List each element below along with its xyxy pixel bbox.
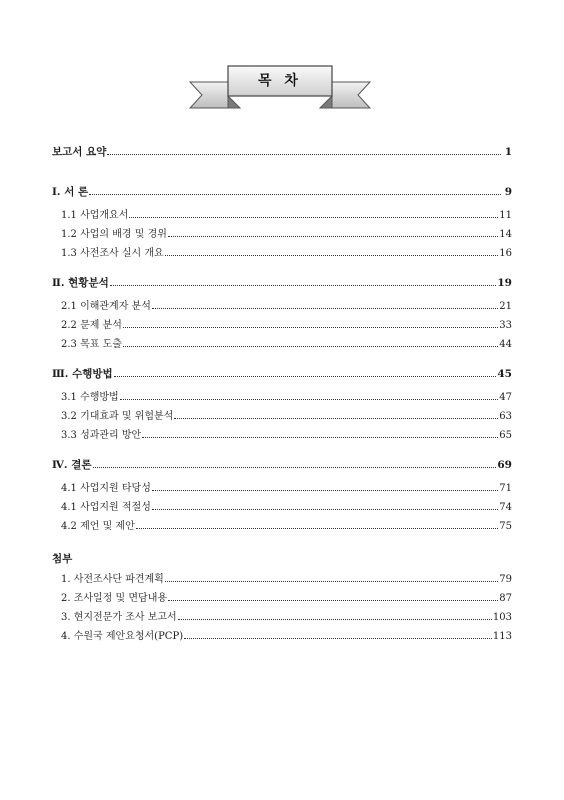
toc-section-page: 9 [504, 186, 512, 198]
toc-item[interactable] [52, 479, 512, 498]
dot-leader [168, 593, 498, 601]
toc-section-page: 45 [497, 368, 512, 380]
toc-item-page: 113 [492, 631, 512, 642]
toc-item-label: 3.1 수행방법 [61, 392, 119, 403]
toc-item-page: 44 [499, 339, 512, 350]
dot-leader [152, 301, 498, 309]
toc-item-page: 63 [499, 411, 512, 422]
toc-item-page: 74 [499, 502, 512, 513]
dot-leader [142, 430, 498, 438]
toc-item-page: 14 [499, 229, 512, 240]
toc-item-page: 75 [499, 521, 512, 532]
toc-item-label: 1.3 사전조사 실시 개요 [61, 248, 164, 259]
toc-item-label: 1.1 사업개요서 [61, 210, 129, 221]
toc-item-label: 4. 수원국 제안요청서(PCP) [61, 631, 184, 642]
toc-section-label: Ⅲ. 수행방법 [52, 368, 113, 380]
toc-section-label: Ⅳ. 결론 [52, 459, 92, 471]
dot-leader [165, 574, 498, 582]
toc-item-page: 71 [499, 483, 512, 494]
toc-section-label: Ⅱ. 현황분석 [52, 277, 109, 289]
dot-leader [178, 612, 492, 620]
toc-section-page: 69 [497, 459, 512, 471]
dot-leader [89, 187, 501, 195]
dot-leader [120, 392, 499, 400]
toc-item[interactable] [52, 407, 512, 426]
toc-item[interactable] [52, 498, 512, 517]
toc-item[interactable] [52, 297, 512, 316]
toc-item-label: 4.1 사업지원 타당성 [61, 483, 151, 494]
toc-section-4[interactable] [52, 457, 512, 479]
toc-appendix-item[interactable] [52, 570, 512, 589]
dot-leader [136, 521, 499, 529]
dot-leader [168, 229, 498, 237]
toc-item-label: 3.3 성과관리 방안 [61, 430, 142, 441]
toc-item-page: 11 [499, 210, 512, 221]
toc-entry-page: 1 [504, 146, 512, 158]
toc-item[interactable] [52, 244, 512, 263]
toc-section-page: 19 [497, 277, 512, 289]
toc-item-page: 65 [499, 430, 512, 441]
toc-section-2[interactable] [52, 275, 512, 297]
toc-item-label: 4.2 제언 및 제안 [61, 521, 135, 532]
toc-item[interactable] [52, 335, 512, 354]
toc-appendix-heading: 첨부 [52, 553, 73, 565]
toc-section-label: Ⅰ. 서 론 [52, 186, 89, 198]
dot-leader [123, 339, 498, 347]
toc-title-banner [180, 62, 380, 118]
toc-item-label: 3.2 기대효과 및 위험분석 [61, 411, 174, 422]
toc-appendix-item[interactable] [52, 589, 512, 608]
table-of-contents [52, 144, 512, 646]
dot-leader [184, 631, 492, 639]
toc-item[interactable] [52, 206, 512, 225]
dot-leader [123, 320, 498, 328]
dot-leader [165, 248, 499, 256]
toc-item-label: 1. 사전조사단 파견계획 [61, 574, 164, 585]
dot-leader [93, 460, 497, 468]
dot-leader [107, 147, 501, 155]
dot-leader [152, 502, 498, 510]
dot-leader [129, 210, 498, 218]
toc-appendix-item[interactable] [52, 608, 512, 627]
toc-section-1[interactable] [52, 184, 512, 206]
toc-item-page: 47 [499, 392, 512, 403]
toc-item-page: 33 [499, 320, 512, 331]
toc-item[interactable] [52, 388, 512, 407]
dot-leader [152, 483, 498, 491]
toc-item-label: 2. 조사일정 및 면담내용 [61, 593, 168, 604]
toc-item[interactable] [52, 517, 512, 536]
toc-summary-entry[interactable] [52, 144, 512, 166]
dot-leader [114, 369, 497, 377]
dot-leader [110, 278, 497, 286]
toc-item-page: 79 [499, 574, 512, 585]
toc-item-page: 103 [492, 612, 512, 623]
toc-item-page: 87 [499, 593, 512, 604]
toc-section-3[interactable] [52, 366, 512, 388]
dot-leader [174, 411, 498, 419]
toc-item-label: 4.1 사업지원 적절성 [61, 502, 151, 513]
toc-item-label: 2.3 목표 도출 [61, 339, 122, 350]
toc-item[interactable] [52, 225, 512, 244]
toc-item[interactable] [52, 426, 512, 445]
toc-title: 목 차 [258, 73, 302, 89]
toc-item-page: 21 [499, 301, 512, 312]
toc-appendix-item[interactable] [52, 627, 512, 646]
toc-item[interactable] [52, 316, 512, 335]
toc-item-label: 2.1 이해관계자 분석 [61, 301, 151, 312]
toc-item-label: 2.2 문제 분석 [61, 320, 122, 331]
toc-item-label: 1.2 사업의 배경 및 경위 [61, 229, 167, 240]
toc-item-page: 16 [499, 248, 512, 259]
toc-entry-label: 보고서 요약 [52, 146, 107, 158]
toc-item-label: 3. 현지전문가 조사 보고서 [61, 612, 177, 623]
